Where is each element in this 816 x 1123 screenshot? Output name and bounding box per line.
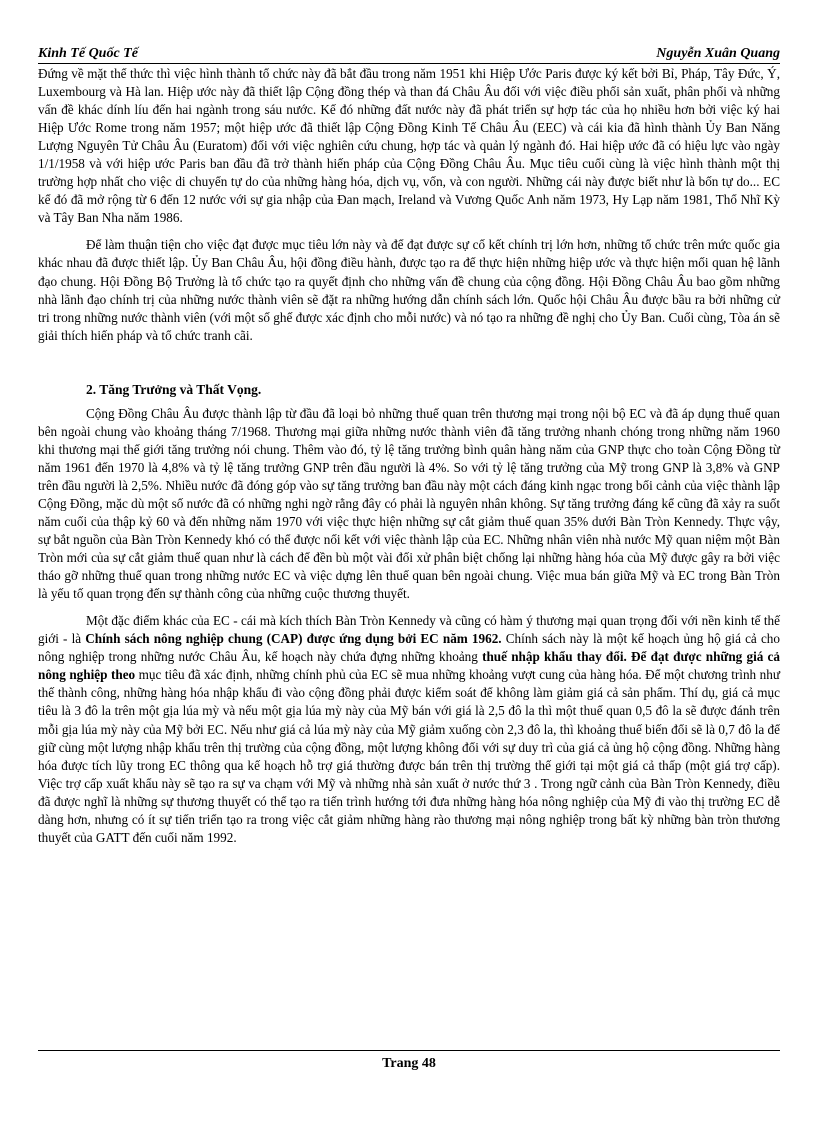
cap-bold-1: Chính sách nông nghiệp chung (CAP) được ứng dụng bởi EC năm 1962. [85, 631, 502, 647]
section-heading: 2. Tăng Trưởng và Thất Vọng. [86, 381, 262, 397]
cap-text-2: Chính sách này là một kế hoạch ủng hộ giá cả cho nông nghiệp trong những nước Châu Âu, kế hoạch này chứa đựng những khoảng [38, 631, 780, 665]
paragraph-institutions: Để làm thuận tiện cho việc đạt được mục tiêu lớn này và để đạt được sự cố kết chính trị lớn hơn, những tổ chức trên mức quốc gia khác nhau đã được thiết lập. Ủy Ban Châu Âu, hội đồng điều hành, được tạo ra để thực hiện những hiệp ước và thực hiện mối quan hệ lãnh đạo chung. Hội Đồng Bộ Trưởng là tổ chức tạo ra quyết định cho những vấn đề chung của cộng đồng. Hội Đồng Châu Âu bao gồm những nhà lãnh đạo chính trị của những nước thành viên sẽ đặt ra những hướng dẫn chính sách lớn. Quốc hội Châu Âu được bầu ra bởi những cử tri trong những nước thành viên (với một số ghế được xác định cho mỗi nước) và nó tạo ra những đề nghị cho Ủy Ban. Cuối cùng, Tòa án sẽ giải thích hiến pháp và tổ chức tranh cãi. [38, 237, 780, 343]
footer-rule [38, 1050, 780, 1051]
page-footer [38, 1050, 780, 1072]
cap-bold-2: thuế nhập khẩu thay đổi. Để đạt được những giá cả nông nghiệp theo [38, 649, 780, 683]
cap-text-3: mục tiêu đã xác định, những chính phủ của EC sẽ mua những khoảng vượt cung của hàng hóa. Để một chương trình như thế thành công, những hàng hóa nhập khẩu đi vào cộng đồng phải được kiểm soát để không làm giảm giá cả sản phẩm. Thí dụ, giá cả mục tiêu là 3 đô la trên một gịa lúa mỳ và nếu một gịa lúa mỳ này của Mỹ bán với giá là 2,5 đô la thì một thuế quan 0,5 đô la sẽ được đánh trên mỗi gịa lúa mỳ này của Mỹ bởi EC. Nếu như giá cả lúa mỳ này của Mỹ giảm xuống còn 2,3 đô la, thì khoảng thuế biến đổi sẽ là 0,7 đô la để giữ cùng một lượng nhập khẩu trên thị trường của cộng đồng, một lượng không đổi với sự duy trì của giá cả ủng hộ cộng đồng. Những hàng hóa được tích lũy trong EC thông qua kế hoạch hỗ trợ giá thường được bán trên thị trường thế giới tại một giá cả thấp (một giá trợ cấp). Việc trợ cấp xuất khẩu này sẽ tạo ra sự va chạm với Mỹ và những nhà sản xuất ở nước thứ 3 . Trong ngữ cảnh của Bàn Tròn Kennedy, điều đã được nghĩ là những sự thương thuyết có thể tạo ra tiến trình hướng tới đưa những hàng hóa nông nghiệp của Mỹ đi vào thị trường EC dễ dàng hơn, nhưng có ít sự tiến triển tạo ra trong việc cắt giảm những hàng rào thương mại nông nghiệp trong bất kỳ những bàn tròn thương thuyết của GATT đến cuối năm 1992. [38, 667, 780, 845]
header-title: Kinh Tế Quốc Tế [38, 46, 138, 61]
paragraph-growth: Cộng Đồng Châu Âu được thành lập từ đầu đã loại bỏ những thuế quan trên thương mại trong nội bộ EC và đã áp dụng thuế quan bên ngoài chung vào khoảng tháng 7/1968. Thương mại giữa những nước thành viên đã tăng trưởng nhanh chóng trong những năm 1960 khi thương mại thế giới tăng trưởng nói chung. Thêm vào đó, tỷ lệ tăng trưởng bình quân hàng năm của GNP thực cho toàn Cộng Đồng từ năm 1961 đến 1970 là 4,8% và tỷ lệ tăng trưởng GNP trên đầu người là 4%. So với tỷ lệ tăng trưởng của Mỹ trong GNP là 3,8% và GNP trên đầu người là 2,5%. Nhiều nước đã đóng góp vào sự tăng trưởng ban đầu này một cách đáng kinh ngạc trong bối cảnh của việc thành lập Cộng Đồng, mặc dù một số nước đã có những nghi ngờ rằng đây có phải là nguyên nhân không. Sự tăng trưởng đáng kể cũng đã xảy ra suốt năm cuối của thập kỷ 60 và đến những năm 1970 với việc thực hiện những sự cắt giảm thuế quan 35% dưới Bàn Tròn Kennedy. Thực vậy, sự bắt nguồn của Bàn Tròn Kennedy khó có thể được nối kết với việc thành lập của EC. Những nhân viên nhà nước Mỹ quan niệm một Bàn Tròn mới của sự cắt giảm thuế quan như là cách để đền bù một vài đối xử phân biệt chống lại những hàng hóa của Mỹ được gây ra bởi việc tháo gỡ những thuế quan trong những nước EC và việc dựng lên thuế quan bên ngoài chung. Việc mua bán giữa Mỹ và EC trong Bàn Tròn là yếu tố quan trọng đến sự thành công của những cuộc thương thuyết. [38, 405, 780, 602]
document-page [38, 46, 780, 847]
header-author: Nguyễn Xuân Quang [656, 46, 780, 61]
cap-text-1: Một đặc điểm khác của EC - cái mà kích thích Bàn Tròn Kennedy và cũng có hàm ý thương mại quan trọng đối với nền kinh tế thế giới - là [38, 613, 780, 647]
page-number: Trang 48 [382, 1056, 436, 1071]
page-header [38, 46, 780, 64]
body-text [38, 65, 780, 847]
paragraph-cap [38, 612, 780, 847]
paragraph-intro: Đứng về mặt thể thức thì việc hình thành tổ chức này đã bắt đầu trong năm 1951 khi Hiệp Ước Paris được ký kết bởi Bỉ, Pháp, Tây Đức, Ý, Luxembourg và Hà lan. Hiệp ước này đã thiết lập Cộng đồng thép và than đá Châu Âu đối với việc điều phối sản xuất, phân phối và những vấn đề khác dính líu đến hai ngành trong sáu nước. Kế đó những đất nước này đã phát triển sự hợp tác của họ nhiều hơn bởi việc ký hai Hiệp Ước Rome trong năm 1957; một hiệp ước đã thiết lập Cộng Đồng Kinh Tế Châu Âu (EEC) và cái kia đã hình thành Ủy Ban Năng Lượng Nguyên Tử Châu Âu (Euratom) đối với việc nghiên cứu chung, hợp tác và quản lý ngành đó. Hai hiệp ước đã có hiệu lực vào ngày 1/1/1958 và với hiệp ước Paris ban đầu đã trở thành hiến pháp của Cộng Đồng Châu Âu. Mục tiêu cuối cùng là việc hình thành một thị trường hợp nhất cho việc di chuyển tự do của những hàng hóa, dịch vụ, vốn, và con người. Những cái này được biết như là bốn tự do... EC kể đó đã mở rộng từ 6 đến 12 nước với sự gia nhập của Đan mạch, Ireland và Vương Quốc Anh năm 1973, Hy Lạp năm 1981, Thổ Nhĩ Kỳ và Tây Ban Nha năm 1986. [38, 66, 780, 226]
